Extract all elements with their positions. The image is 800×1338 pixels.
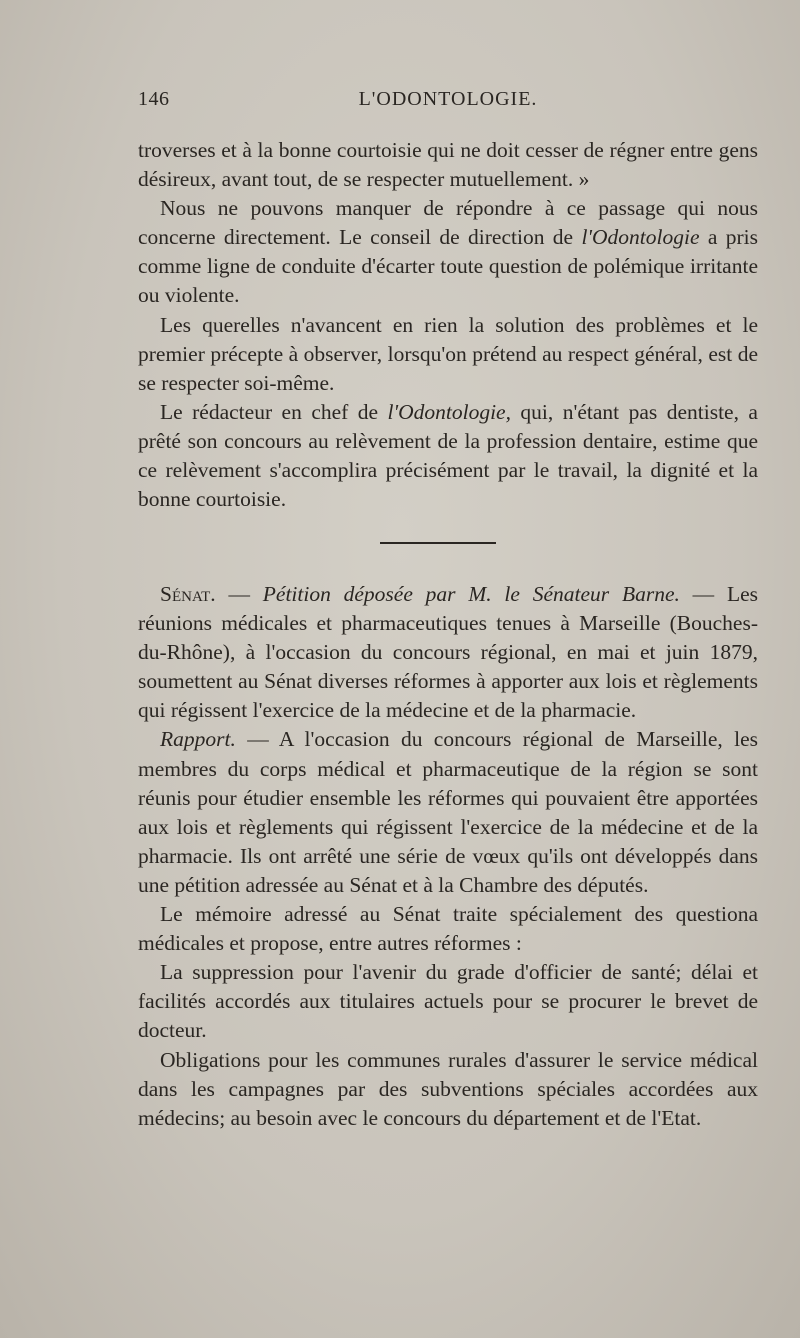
paragraph bbox=[138, 725, 758, 900]
paragraph: Le mémoire adressé au Sénat traite spécialement des questiona médicales et propose, entre autres réformes : bbox=[138, 902, 758, 956]
running-head: L'ODONTOLOGIE. bbox=[358, 88, 538, 110]
section-label: Sénat. bbox=[160, 582, 216, 606]
paragraph bbox=[138, 194, 758, 310]
paragraph-text: a pris comme ligne de conduite d'écarter toute question de polémique irritante ou violente. bbox=[138, 225, 758, 308]
paragraph-text: Les réunions médicales et pharmaceutiques tenues à Marseille (Bouches-du-Rhône), à l'occasion du concours régional, en mai et juin 1879, soumettent au Sénat diverses réformes à apporter aux lois et règlements qui régissent l'exercice de la médecine et de la pharmacie. bbox=[138, 582, 759, 723]
paragraph-text: Nous ne pouvons manquer de répondre à ce passage qui nous concerne directement. Le conseil de direction de bbox=[138, 196, 758, 250]
page-header bbox=[138, 88, 758, 120]
paragraph bbox=[138, 580, 758, 725]
text-block-senat bbox=[138, 580, 758, 1133]
text-block-editorial bbox=[138, 136, 758, 514]
paragraph-text: — A l'occasion du concours régional de Marseille, les membres du corps médical et pharmaceutique de la région se sont réunis pour étudier ensemble les réformes qui pouvaient être apportées aux lois et règlements qui régissent l'exercice de la médecine et de la pharmacie. Ils ont arrêté une série de vœux qu'ils ont développés dans une pétition adressée au Sénat et à la Chambre des députés. bbox=[138, 727, 758, 897]
petition-title: Pétition déposée par M. le Sénateur Barne. bbox=[262, 582, 680, 606]
rapport-label: Rapport. bbox=[160, 727, 236, 752]
paragraph: troverses et à la bonne courtoisie qui ne doit cesser de régner entre gens désireux, avant tout, de se respecter mutuellement. » bbox=[138, 138, 758, 192]
paragraph: Obligations pour les communes rurales d'assurer le service médical dans les campagnes par des subventions spéciales accordées aux médecins; au besoin avec le concours du département et de l'Etat. bbox=[138, 1047, 758, 1130]
paragraph-text: qui, n'étant pas dentiste, a prêté son concours au relèvement de la profession dentaire, estime que ce relèvement s'accomplira précisément par le travail, la dignité et la bonne courtoisie. bbox=[138, 399, 758, 512]
paragraph bbox=[138, 398, 758, 514]
paragraph: Les querelles n'avancent en rien la solution des problèmes et le premier précepte à observer, lorsqu'on prétend au respect général, est de se respecter soi-même. bbox=[138, 312, 758, 395]
journal-title: l'Odontologie, bbox=[387, 399, 511, 424]
dash: — bbox=[679, 582, 727, 606]
page-number: 146 bbox=[138, 88, 170, 110]
dash: — bbox=[215, 582, 263, 606]
paragraph: La suppression pour l'avenir du grade d'officier de santé; délai et facilités accordés aux titulaires actuels pour se procurer le brevet de docteur. bbox=[138, 960, 758, 1043]
journal-title: l'Odontologie bbox=[581, 225, 700, 250]
section-divider bbox=[380, 542, 496, 544]
paragraph-text: Le rédacteur en chef de bbox=[160, 399, 388, 424]
